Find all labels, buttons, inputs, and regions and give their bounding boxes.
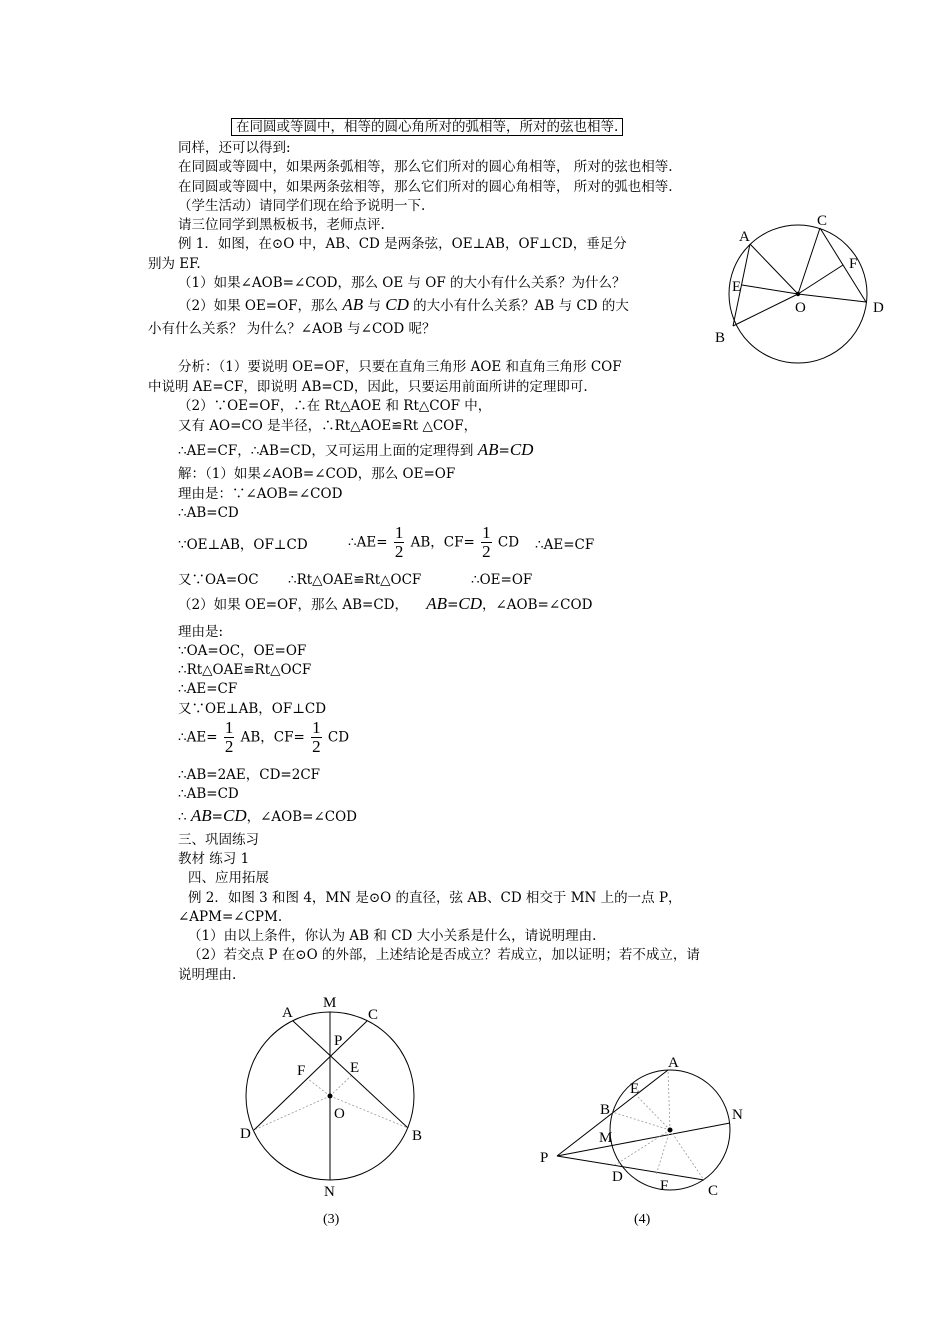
label-d: D [873,300,884,316]
solution-4-fractions [348,524,519,561]
solution-4e: ∴AE=CF [535,537,595,553]
solution-4c: AB，CF= [410,534,475,551]
segment-of [798,265,843,294]
dashed-oc [670,1130,704,1180]
solution-10: ∴AE=CF [178,681,238,697]
label-p: P [540,1150,549,1166]
theorem-text: 在同圆或等圆中，相等的圆心角所对的弧相等，所对的弦也相等. [231,118,623,136]
corollary-1: 在同圆或等圆中，如果两条弧相等，那么它们所对的圆心角相等， 所对的弦也相等. [178,159,673,175]
center-point-o [668,1128,673,1133]
arc-ab: AB [426,594,448,613]
line-pc [557,1156,704,1180]
label-f: F [660,1178,669,1194]
ex1-q1: （1）如果∠AOB=∠COD，那么 OE 与 OF 的大小有什么关系？为什么？ [178,275,626,291]
figure-4 [530,1050,750,1205]
label-m: M [599,1130,613,1146]
board-line: 请三位同学到黑板板书，老师点评. [178,217,385,233]
solution-8: ∵OA=OC，OE=OF [178,643,307,659]
label-p: P [334,1033,343,1049]
label-c: C [817,213,828,229]
analysis-2: 中说明 AE=CF，即说明 AB=CD，因此，只要运用前面所讲的定理即可. [148,379,588,395]
solution-6 [178,595,592,614]
fraction-half: $\frac{1}{2}$ [394,523,404,561]
dashed-oa [668,1070,670,1130]
solution-6a: （2）如果 OE=OF，那么 AB=CD， [178,597,408,613]
arc-ab: AB [190,806,212,825]
label-f: F [297,1063,306,1079]
solution-5c: ∴OE=OF [471,572,533,588]
ex1-q2-cont: 小有什么关系？ 为什么？∠AOB 与∠COD 呢？ [148,321,436,337]
ex1-q2-b: 与 [367,298,381,314]
solution-1: 解：（1）如果∠AOB=∠COD，那么 OE=OF [178,466,456,482]
activity-line: （学生活动）请同学们现在给予说明一下. [178,198,426,214]
label-b: B [600,1102,611,1118]
dashed-od [254,1096,330,1130]
solution-12c: CD [327,729,350,746]
arc-cd: CD [458,594,482,613]
practice-text: 教材 练习 1 [178,851,250,867]
analysis-3: （2）∵OE=OF，∴在 Rt△AOE 和 Rt△COF 中， [178,398,492,414]
label-m: M [323,995,337,1011]
ex2-q1: （1）由以上条件，你认为 AB 和 CD 大小关系是什么，请说明理由. [188,928,597,944]
ex1-q2 [178,296,629,315]
solution-4a: ∵OE⊥AB，OF⊥CD [178,537,308,553]
solution-5b: ∴Rt△OAE≌Rt△OCF [288,572,422,588]
label-e: E [350,1060,360,1076]
label-n: N [732,1107,743,1123]
ex2-q2-cont: 说明理由. [178,967,237,983]
solution-12a: ∴AE= [178,729,218,746]
solution-7: 理由是: [178,624,224,640]
solution-2: 理由是：∵∠AOB=∠COD [178,486,343,502]
solution-5a: 又∵OA=OC [178,572,259,588]
radius-od [798,294,866,302]
label-o: O [334,1106,345,1122]
solution-15a: ∴ [178,809,187,825]
line-pn [557,1123,730,1156]
arc-cd: CD [509,440,534,459]
equals-sign: = [447,597,459,613]
center-point-o [328,1094,333,1099]
equals-sign: = [211,809,223,825]
equals-sign: = [498,443,510,459]
ex1-q2-c: 的大小有什么关系？AB 与 CD 的大 [413,298,629,314]
fig4-caption: (4) [634,1212,651,1227]
analysis-5 [178,441,533,460]
fraction-half: $\frac{1}{2}$ [482,523,491,561]
label-d: D [612,1169,623,1185]
solution-15b: ，∠AOB=∠COD [246,809,358,825]
analysis-4: 又有 AO=CO 是半径，∴Rt△AOE≌Rt △COF， [178,418,478,434]
label-a: A [739,229,750,245]
solution-9: ∴Rt△OAE≌Rt△OCF [178,662,312,678]
solution-14: ∴AB=CD [178,786,239,802]
label-f: F [849,256,858,272]
similarly-line: 同样，还可以得到: [178,140,291,156]
solution-15 [178,807,357,826]
dashed-od [615,1130,670,1165]
label-d: D [240,1126,251,1142]
solution-3: ∴AB=CD [178,505,239,521]
figure-1 [705,205,905,375]
label-b: B [715,330,726,346]
ex2-q2: （2）若交点 P 在⊙O 的外部，上述结论是否成立？若成立，加以证明；若不成立，请 [188,947,700,963]
fig3-caption: (3) [323,1212,340,1227]
solution-4b: ∴AE= [348,534,388,551]
radius-oc [798,228,820,294]
label-e: E [732,279,742,295]
dashed-of [308,1079,330,1096]
solution-11: 又∵OE⊥AB，OF⊥CD [178,701,327,717]
ex2-line1: 例 2．如图 3 和图 4，MN 是⊙O 的直径，弦 AB、CD 相交于 MN 上的一点 P， [188,890,682,906]
extend-title: 四、应用拓展 [188,870,269,886]
solution-13: ∴AB=2AE，CD=2CF [178,767,321,783]
radius-ob [733,294,798,326]
analysis-5-text: ∴AE=CF，∴AB=CD，又可运用上面的定理得到 [178,443,474,459]
arc-cd: CD [385,295,409,314]
ex1-line1: 例 1．如图，在⊙O 中，AB、CD 是两条弦，OE⊥AB，OF⊥CD，垂足分 [178,236,627,252]
dashed-oe [330,1076,351,1096]
analysis-1: 分析：（1）要说明 OE=OF，只要在直角三角形 AOE 和直角三角形 COF [178,359,622,375]
solution-6b: ，∠AOB=∠COD [482,597,593,613]
corollary-2: 在同圆或等圆中，如果两条弦相等，那么它们所对的圆心角相等， 所对的弧也相等. [178,179,673,195]
fraction-half: $\frac{1}{2}$ [312,718,321,756]
label-c: C [708,1183,719,1199]
label-e: E [630,1081,640,1097]
arc-ab: AB [342,295,364,314]
figure-3 [230,990,440,1205]
label-a: A [668,1055,679,1071]
segment-oe [742,285,798,294]
label-c: C [368,1007,379,1023]
solution-12b: AB，CF= [240,729,305,746]
label-n: N [324,1184,335,1200]
fraction-half: $\frac{1}{2}$ [224,718,234,756]
label-a: A [282,1005,293,1021]
label-b: B [412,1128,423,1144]
arc-cd: CD [222,806,247,825]
center-point-o [796,292,800,296]
ex2-line2: ∠APM=∠CPM. [178,909,283,925]
ex1-line2: 别为 EF. [148,256,201,272]
solution-4d: CD [497,534,520,551]
label-o: O [795,300,806,316]
radius-oa [750,244,798,294]
solution-12 [178,719,349,756]
theorem-box [231,118,623,136]
arc-ab: AB [477,440,499,459]
ex1-q2-a: （2）如果 OE=OF，那么 [178,298,339,314]
practice-title: 三、巩固练习 [178,832,259,848]
line-pa [557,1070,668,1156]
